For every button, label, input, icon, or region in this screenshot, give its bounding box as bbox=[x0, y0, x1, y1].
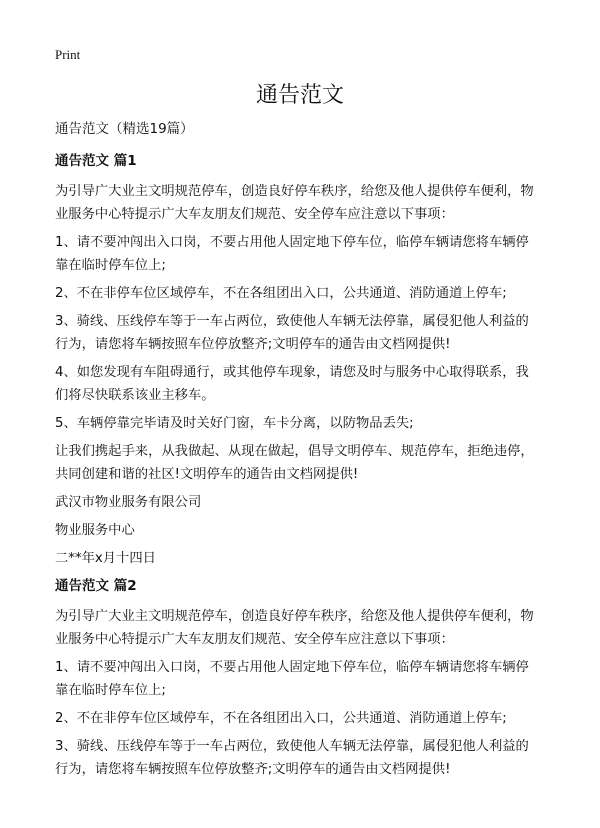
text-line: 物业服务中心 bbox=[55, 523, 135, 538]
text-line: 3、骑线、压线停车等于一车占两位，致使他人车辆无法停靠，属侵犯他人利益的 bbox=[55, 314, 529, 329]
text-line: 4、如您发现有车阻碍通行，或其他停车现象，请您及时与服务中心取得联系，我 bbox=[55, 365, 529, 380]
text-line: 靠在临时停车位上; bbox=[55, 258, 166, 273]
text-line: 3、骑线、压线停车等于一车占两位，致使他人车辆无法停靠，属侵犯他人利益的 bbox=[55, 739, 529, 754]
text-line: 业服务中心特提示广大车友朋友们规范、安全停车应注意以下事项： bbox=[55, 632, 454, 647]
text-line: 们将尽快联系该业主移车。 bbox=[55, 388, 215, 403]
text-line: 二**年x月十四日 bbox=[55, 551, 156, 566]
paragraph bbox=[55, 605, 575, 651]
text-line: 行为，请您将车辆按照车位停放整齐;文明停车的通告由文档网提供! bbox=[55, 762, 451, 777]
section-heading: 通告范文 篇2 bbox=[55, 578, 137, 594]
text-line: 为引导广大业主文明规范停车，创造良好停车秩序，给您及他人提供停车便利，物 bbox=[55, 184, 534, 199]
paragraph bbox=[55, 361, 575, 407]
text-line: 2、不在非停车位区域停车，不在各组团出入口，公共通道、消防通道上停车; bbox=[55, 711, 507, 726]
document-body bbox=[55, 118, 575, 786]
print-link[interactable]: Print bbox=[55, 47, 81, 62]
page-title: 通告范文 bbox=[255, 83, 344, 108]
text-line: 为引导广大业主文明规范停车，创造良好停车秩序，给您及他人提供停车便利，物 bbox=[55, 609, 534, 624]
paragraph bbox=[55, 412, 575, 435]
paragraph bbox=[55, 180, 575, 226]
paragraph bbox=[55, 656, 575, 702]
document-subtitle: 通告范文（精选19篇） bbox=[55, 121, 194, 137]
text-line: 2、不在非停车位区域停车，不在各组团出入口，公共通道、消防通道上停车; bbox=[55, 286, 507, 301]
paragraph bbox=[55, 440, 575, 486]
text-line: 靠在临时停车位上; bbox=[55, 683, 166, 698]
paragraph bbox=[55, 310, 575, 356]
text-line: 共同创建和谐的社区!文明停车的通告由文档网提供! bbox=[55, 467, 359, 482]
paragraph bbox=[55, 547, 575, 570]
text-line: 1、请不要冲闯出入口岗，不要占用他人固定地下停车位，临停车辆请您将车辆停 bbox=[55, 235, 529, 250]
section-heading: 通告范文 篇1 bbox=[55, 153, 137, 169]
paragraph bbox=[55, 707, 575, 730]
text-line: 5、车辆停靠完毕请及时关好门窗，车卡分离，以防物品丢失; bbox=[55, 416, 414, 431]
paragraph bbox=[55, 519, 575, 542]
text-line: 让我们携起手来，从我做起、从现在做起，倡导文明停车、规范停车，拒绝违停， bbox=[55, 444, 534, 459]
paragraph bbox=[55, 735, 575, 781]
paragraph bbox=[55, 231, 575, 277]
paragraph bbox=[55, 491, 575, 514]
text-line: 1、请不要冲闯出入口岗，不要占用他人固定地下停车位，临停车辆请您将车辆停 bbox=[55, 660, 529, 675]
text-line: 武汉市物业服务有限公司 bbox=[55, 495, 202, 510]
paragraph bbox=[55, 282, 575, 305]
text-line: 业服务中心特提示广大车友朋友们规范、安全停车应注意以下事项： bbox=[55, 207, 454, 222]
text-line: 行为，请您将车辆按照车位停放整齐;文明停车的通告由文档网提供! bbox=[55, 337, 451, 352]
